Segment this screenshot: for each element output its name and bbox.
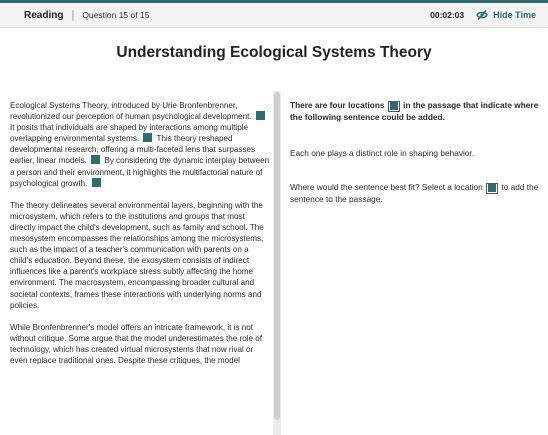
question-counter: Question 15 of 15 (82, 10, 150, 20)
passage-title: Understanding Ecological Systems Theory (116, 44, 432, 61)
passage-sentence: By considering the dynamic interplay between a person and their environment, it highlights the multifactorial nature of psychological growth. (10, 156, 270, 188)
reading-passage (10, 100, 272, 435)
header-bar (0, 3, 548, 28)
passage-sentence: Ecological Systems Theory, introduced by Urie Bronfenbrenner, revolutionized our perception of human psychological development. (10, 101, 252, 122)
insertion-square-icon[interactable] (143, 133, 152, 142)
question-instruction: There are four locations in the passage that indicate where the following sentence could be added. (290, 100, 539, 122)
question-prompt: Where would the sentence best fit? Select a location to add the sentence to the passage. (290, 182, 539, 204)
hide-time-button[interactable] (476, 10, 536, 20)
insertion-square-icon (486, 183, 498, 194)
passage-paragraph-3: While Bronfenbrenner's model offers an intricate framework, it is not without critique. Some argue that the model underestimates the role of technology, which has created virtual microsystems that now rival or even replace traditional ones. Despite these critiques, the model (10, 322, 262, 365)
insertion-square-icon[interactable] (256, 111, 265, 120)
eye-slash-icon (476, 10, 488, 20)
question-pane (290, 100, 540, 229)
hide-time-label: Hide Time (493, 10, 536, 20)
header-divider: | (71, 9, 75, 21)
passage-paragraph-1 (10, 100, 272, 189)
passage-sentence: It posits that individuals are shaped by interactions among multiple overlapping environmental systems. (10, 123, 248, 144)
passage-scrollbar-thumb[interactable] (274, 92, 280, 420)
insertion-square-icon[interactable] (92, 178, 101, 187)
insertion-square-icon (388, 101, 400, 112)
timer: 00:02:03 (430, 10, 465, 20)
passage-paragraph-2: The theory delineates several environmental layers, beginning with the microsystem, which refers to the institutions and groups that most directly impact the child's development, such as family and school. The mesosystem encompasses the relationships among the microsystems, such as the impact of a teacher's communication with parents on a child's education. Beyond these, the exosystem consists of indirect influences like a parent's workplace stress subtly affecting the home environment. The macrosystem, encompassing broader cultural and societal contexts, frames these interactions with underlying norms and policies. (10, 200, 264, 310)
sentence-to-insert: Each one plays a distinct role in shaping behavior. (290, 147, 475, 158)
insertion-square-icon[interactable] (91, 155, 100, 164)
passage-sentence: This theory reshaped developmental research, offering a multi-faceted lens that surpasses earlier, linear models. (10, 134, 256, 166)
section-label: Reading (24, 9, 64, 21)
